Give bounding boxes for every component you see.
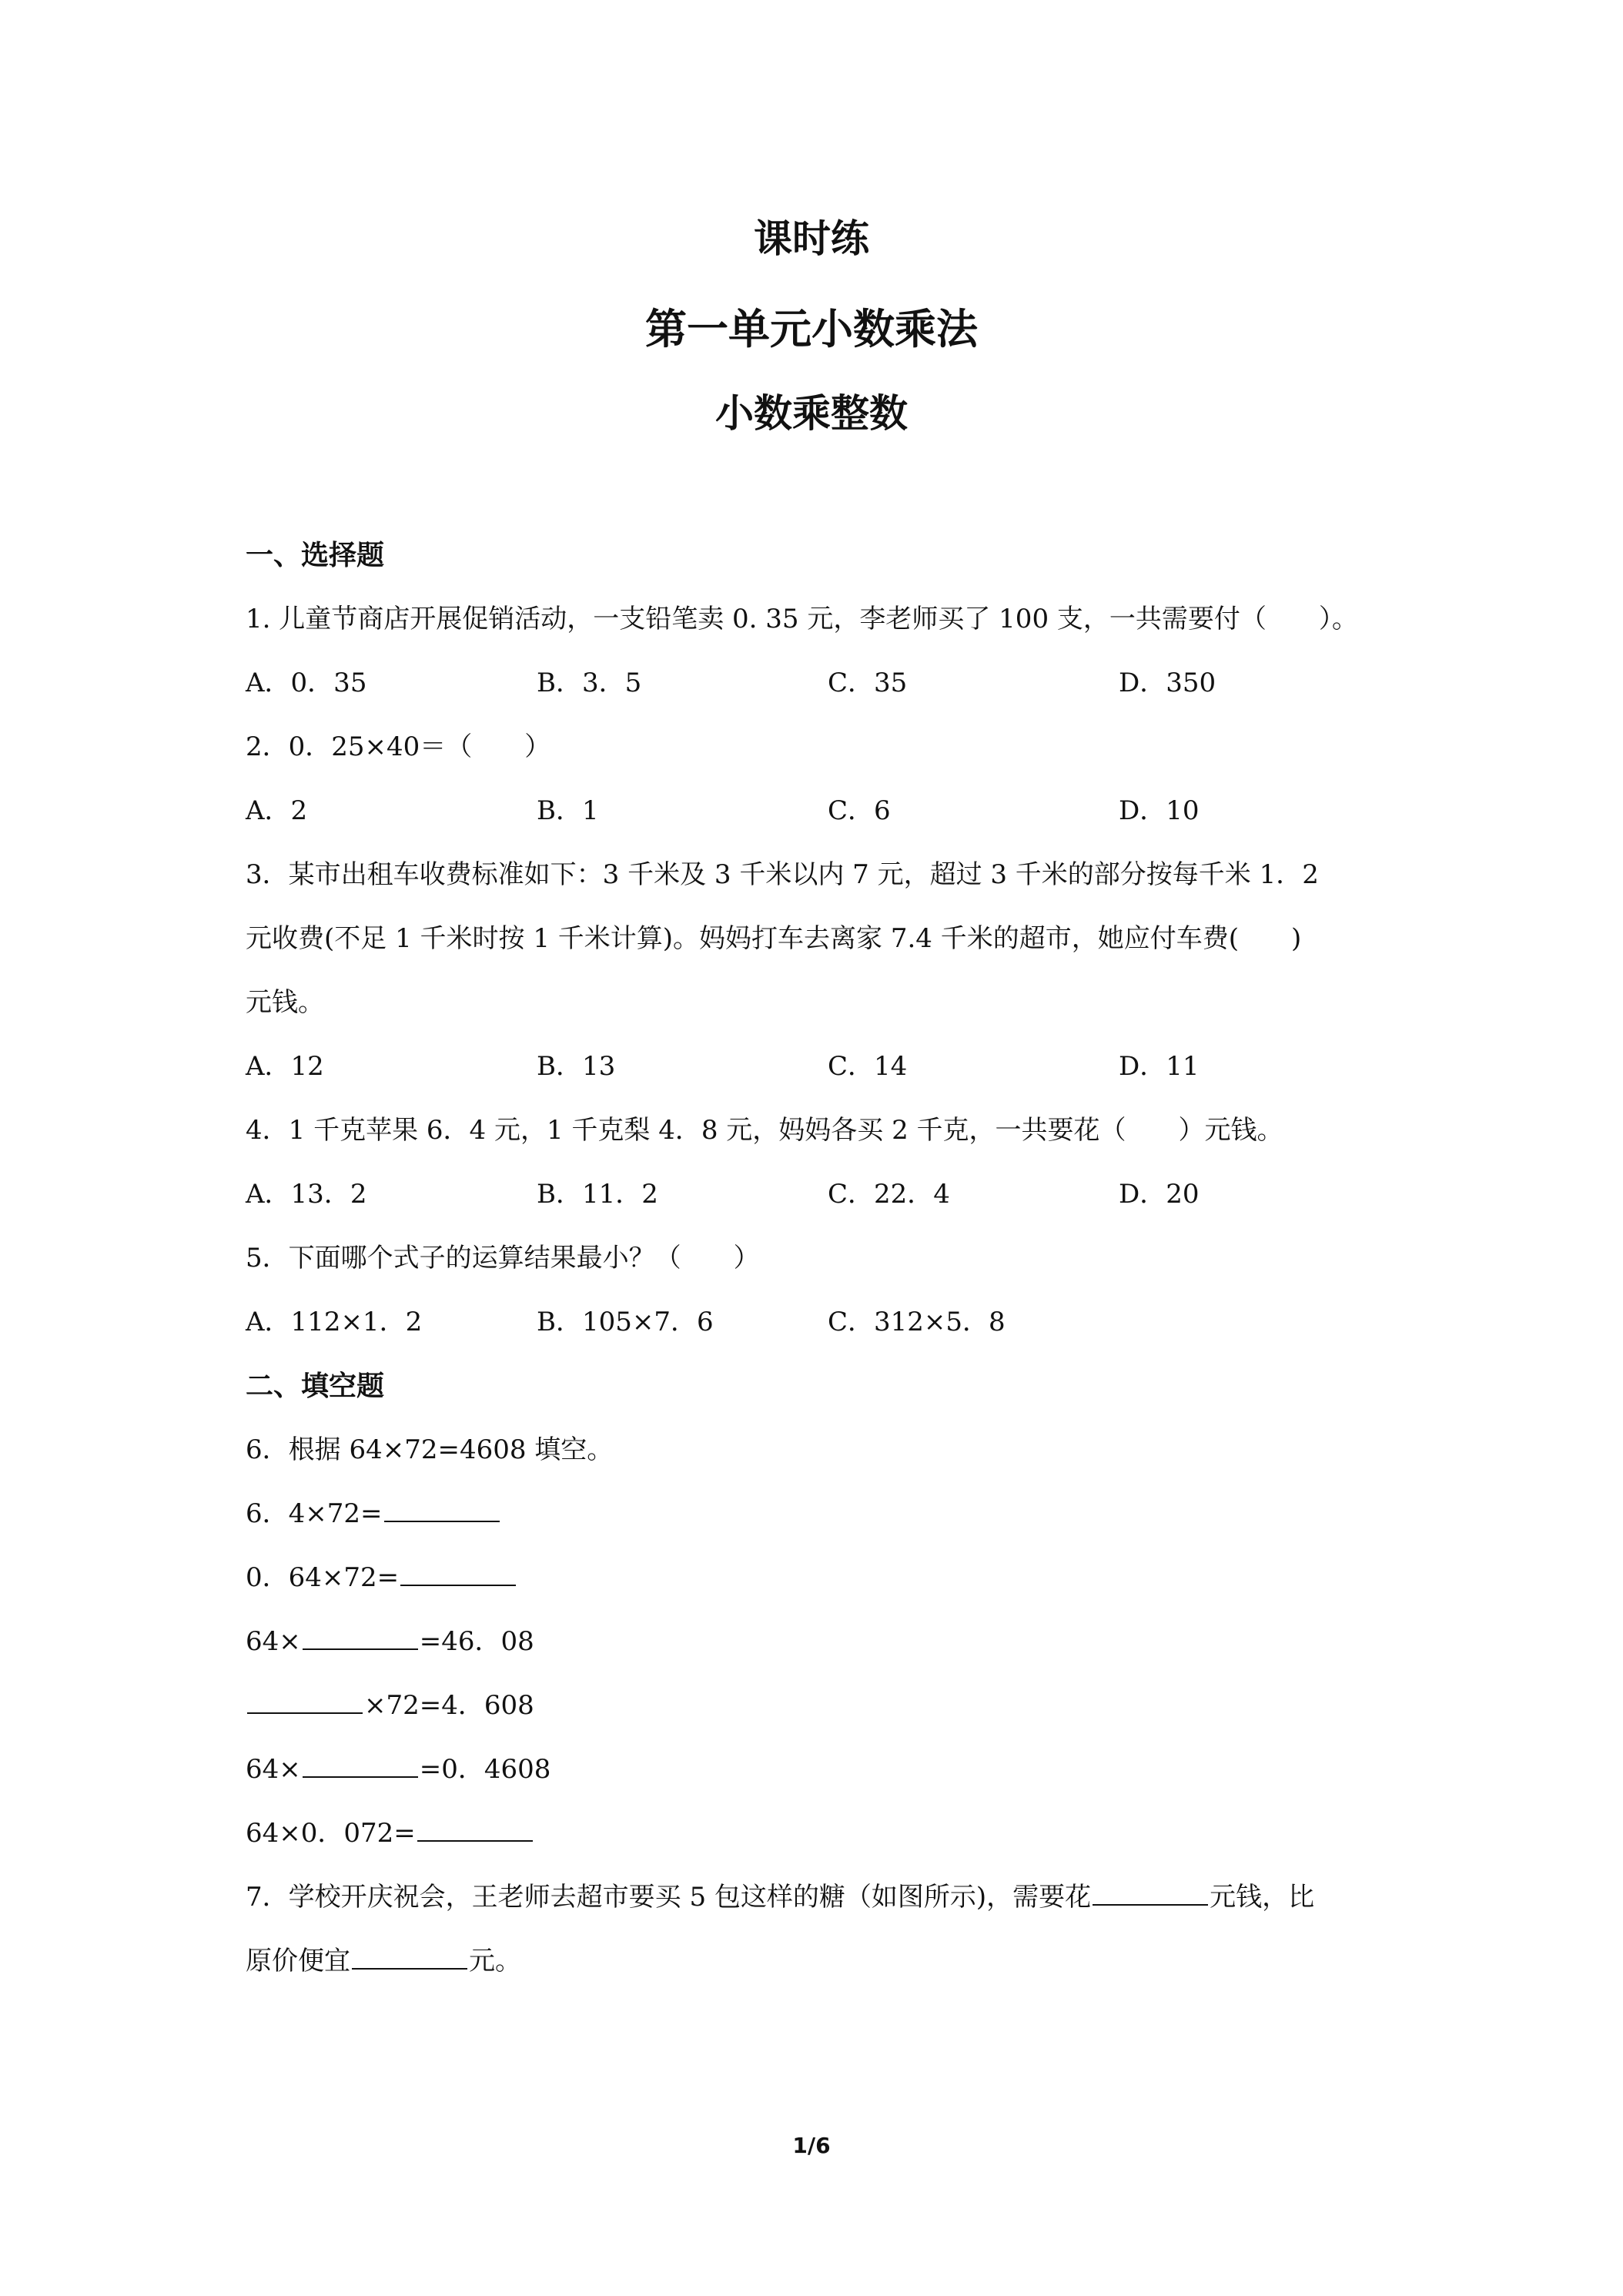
option-b: B．1 — [537, 795, 599, 826]
option-d: D．20 — [1119, 1179, 1200, 1210]
question-5-options — [246, 1290, 1385, 1354]
question-4-stem: 4．1 千克苹果 6．4 元，1 千克梨 4．8 元，妈妈各买 2 千克，一共要花（ ）元钱。 — [246, 1115, 1283, 1146]
option-a: A．0．35 — [246, 668, 367, 698]
question-text: 元钱，比 — [1210, 1882, 1315, 1913]
option-b: B．11．2 — [537, 1179, 658, 1210]
question-2-options — [246, 779, 1385, 843]
answer-blank[interactable] — [303, 1622, 418, 1650]
answer-blank[interactable] — [417, 1814, 533, 1842]
option-c: C．312×5．8 — [828, 1307, 1006, 1337]
worksheet-title: 课时练 — [754, 216, 869, 261]
question-3-line-1: 3．某市出租车收费标准如下：3 千米及 3 千米以内 7 元，超过 3 千米的部分按每千米 1．2 — [246, 859, 1319, 890]
question-3-line-2: 元收费(不足 1 千米时按 1 千米计算)。妈妈打车去离家 7.4 千米的超市，她应付车费( ) — [246, 923, 1302, 954]
equation-text: 64×0．072= — [246, 1818, 416, 1849]
question-3-line-3: 元钱。 — [246, 987, 324, 1018]
question-3-options — [246, 1035, 1385, 1099]
answer-blank[interactable] — [400, 1558, 516, 1586]
option-b: B．3．5 — [537, 668, 642, 698]
option-a: A．13．2 — [246, 1179, 367, 1210]
page-number: 1/6 — [792, 2133, 831, 2158]
question-6-item-2 — [246, 1546, 1385, 1610]
equation-text: 64× — [246, 1626, 301, 1657]
equation-text: =0．4608 — [419, 1754, 551, 1785]
option-d: D．350 — [1119, 668, 1216, 698]
question-6-item-1 — [246, 1482, 1385, 1546]
option-a: A．112×1．2 — [246, 1307, 423, 1337]
question-7-line-1 — [246, 1866, 1385, 1930]
option-d: D．10 — [1119, 795, 1200, 826]
unit-title: 第一单元小数乘法 — [645, 305, 978, 353]
equation-text: 6．4×72= — [246, 1498, 383, 1529]
answer-blank[interactable] — [1093, 1878, 1208, 1906]
option-c: C．22．4 — [828, 1179, 950, 1210]
option-b: B．13 — [537, 1051, 616, 1082]
question-4-options — [246, 1163, 1385, 1227]
question-7-line-2 — [246, 1930, 1385, 1993]
question-5-stem: 5．下面哪个式子的运算结果最小？（ ） — [246, 1243, 760, 1274]
equation-text: 64× — [246, 1754, 301, 1785]
question-6-item-6 — [246, 1802, 1385, 1866]
question-text: 7．学校开庆祝会，王老师去超市要买 5 包这样的糖（如图所示)，需要花 — [246, 1882, 1092, 1913]
option-a: A．2 — [246, 795, 308, 826]
equation-text: =46．08 — [419, 1626, 534, 1657]
question-6-item-5 — [246, 1738, 1385, 1802]
option-a: A．12 — [246, 1051, 324, 1082]
lesson-title: 小数乘整数 — [715, 391, 908, 436]
question-text: 元。 — [469, 1946, 521, 1976]
answer-blank[interactable] — [247, 1686, 363, 1714]
answer-blank[interactable] — [352, 1942, 467, 1970]
question-1-options — [246, 651, 1385, 715]
option-c: C．6 — [828, 795, 891, 826]
question-6-stem: 6．根据 64×72=4608 填空。 — [246, 1434, 614, 1465]
option-b: B．105×7．6 — [537, 1307, 714, 1337]
option-c: C．14 — [828, 1051, 908, 1082]
question-2-stem: 2．0．25×40＝（ ） — [246, 731, 551, 762]
question-1-stem: 1. 儿童节商店开展促销活动，一支铅笔卖 0. 35 元，李老师买了 100 支，一共需要付（ ）。 — [246, 604, 1358, 634]
option-d: D．11 — [1119, 1051, 1200, 1082]
question-6-item-4 — [246, 1674, 1385, 1738]
question-6-item-3 — [246, 1610, 1385, 1674]
answer-blank[interactable] — [303, 1750, 418, 1778]
answer-blank[interactable] — [384, 1494, 500, 1522]
option-c: C．35 — [828, 668, 908, 698]
equation-text: 0．64×72= — [246, 1562, 400, 1593]
section-choice-title: 一、选择题 — [246, 540, 385, 571]
section-fill-title: 二、填空题 — [246, 1371, 385, 1402]
question-text: 原价便宜 — [246, 1946, 350, 1976]
equation-text: ×72=4．608 — [364, 1690, 534, 1721]
worksheet-content — [246, 524, 1385, 1993]
